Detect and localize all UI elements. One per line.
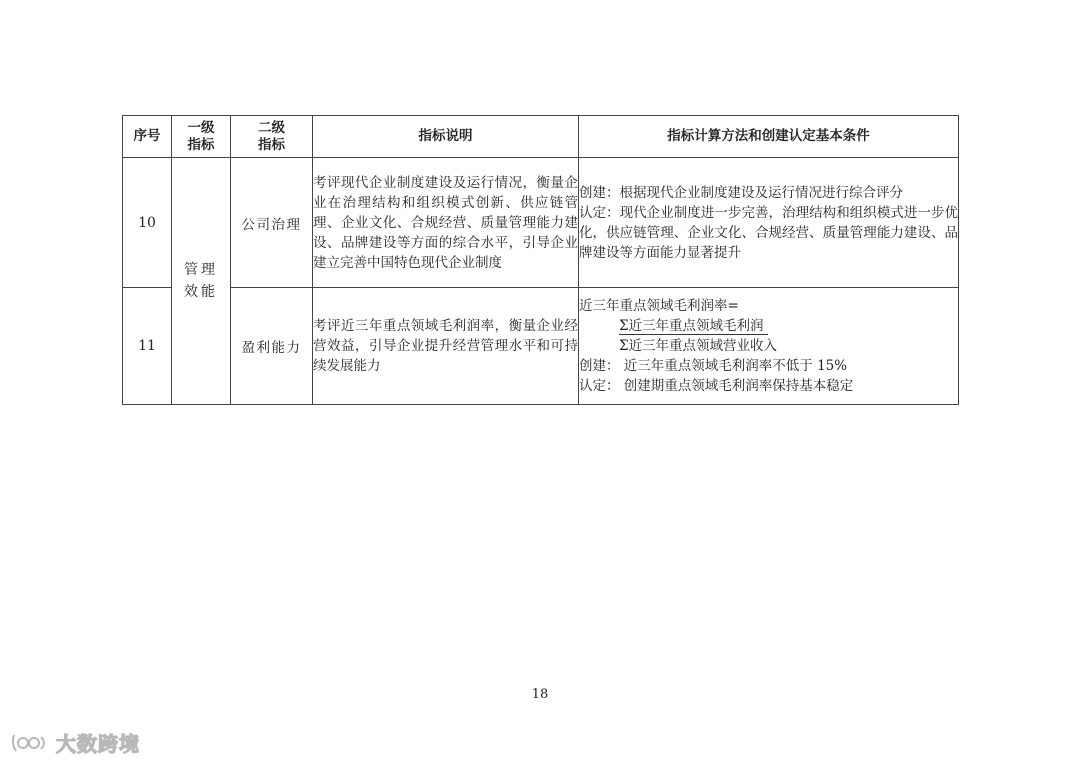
watermark-text: 大数跨境 — [56, 732, 140, 756]
table-header-row — [123, 116, 959, 158]
indicator-table — [122, 115, 959, 405]
formula-numerator — [579, 316, 958, 336]
level2-cell: 公司治理 — [231, 158, 313, 288]
method-create-line: 创建： 近三年重点领域毛利润率不低于 15% — [579, 358, 848, 374]
method-create-line: 创建：根据现代企业制度建设及运行情况进行综合评分 — [579, 184, 903, 201]
method-confirm-line: 认定：现代企业制度进一步完善，治理结构和组织模式进一步优化，供应链管理、企业文化、合规经营、质量管理能力建设、品牌建设等方面能力显著提升 — [579, 204, 958, 261]
page-number: 18 — [531, 687, 549, 702]
header-level1 — [172, 116, 231, 158]
header-level2-line1: 二级 — [258, 119, 285, 136]
header-level2 — [231, 116, 313, 158]
row-number: 11 — [123, 288, 172, 405]
level1-cell — [172, 158, 231, 405]
formula-denominator: Σ近三年重点领域营业收入 — [619, 338, 778, 354]
watermark — [10, 728, 140, 757]
header-method: 指标计算方法和创建认定基本条件 — [579, 116, 959, 158]
level1-label-line1: 管理 — [184, 262, 218, 278]
method-cell — [579, 288, 959, 405]
header-seq: 序号 — [123, 116, 172, 158]
row-number: 10 — [123, 158, 172, 288]
method-confirm-line: 认定： 创建期重点领域毛利润率保持基本稳定 — [579, 378, 854, 394]
table-row — [123, 288, 959, 405]
formula-label: 近三年重点领域毛利润率= — [579, 298, 739, 314]
brand-logo-icon — [10, 731, 50, 755]
desc-cell: 考评近三年重点领域毛利润率，衡量企业经营效益，引导企业提升经营管理水平和可持续发展能力 — [313, 288, 579, 405]
level2-cell: 盈利能力 — [231, 288, 313, 405]
formula-numerator-text: Σ近三年重点领域毛利润 — [619, 318, 768, 335]
desc-cell: 考评现代企业制度建设及运行情况，衡量企业在治理结构和组织模式创新、供应链管理、企业文化、合规经营、质量管理能力建设、品牌建设等方面的综合水平，引导企业建立完善中国特色现代企业制度 — [313, 158, 579, 288]
level1-label-line2: 效能 — [184, 284, 218, 300]
header-level2-line2: 指标 — [258, 136, 285, 153]
method-cell — [579, 158, 959, 288]
header-level1-line1: 一级 — [187, 119, 215, 136]
table-row — [123, 158, 959, 288]
header-desc: 指标说明 — [313, 116, 579, 158]
header-level1-line2: 指标 — [187, 136, 215, 153]
